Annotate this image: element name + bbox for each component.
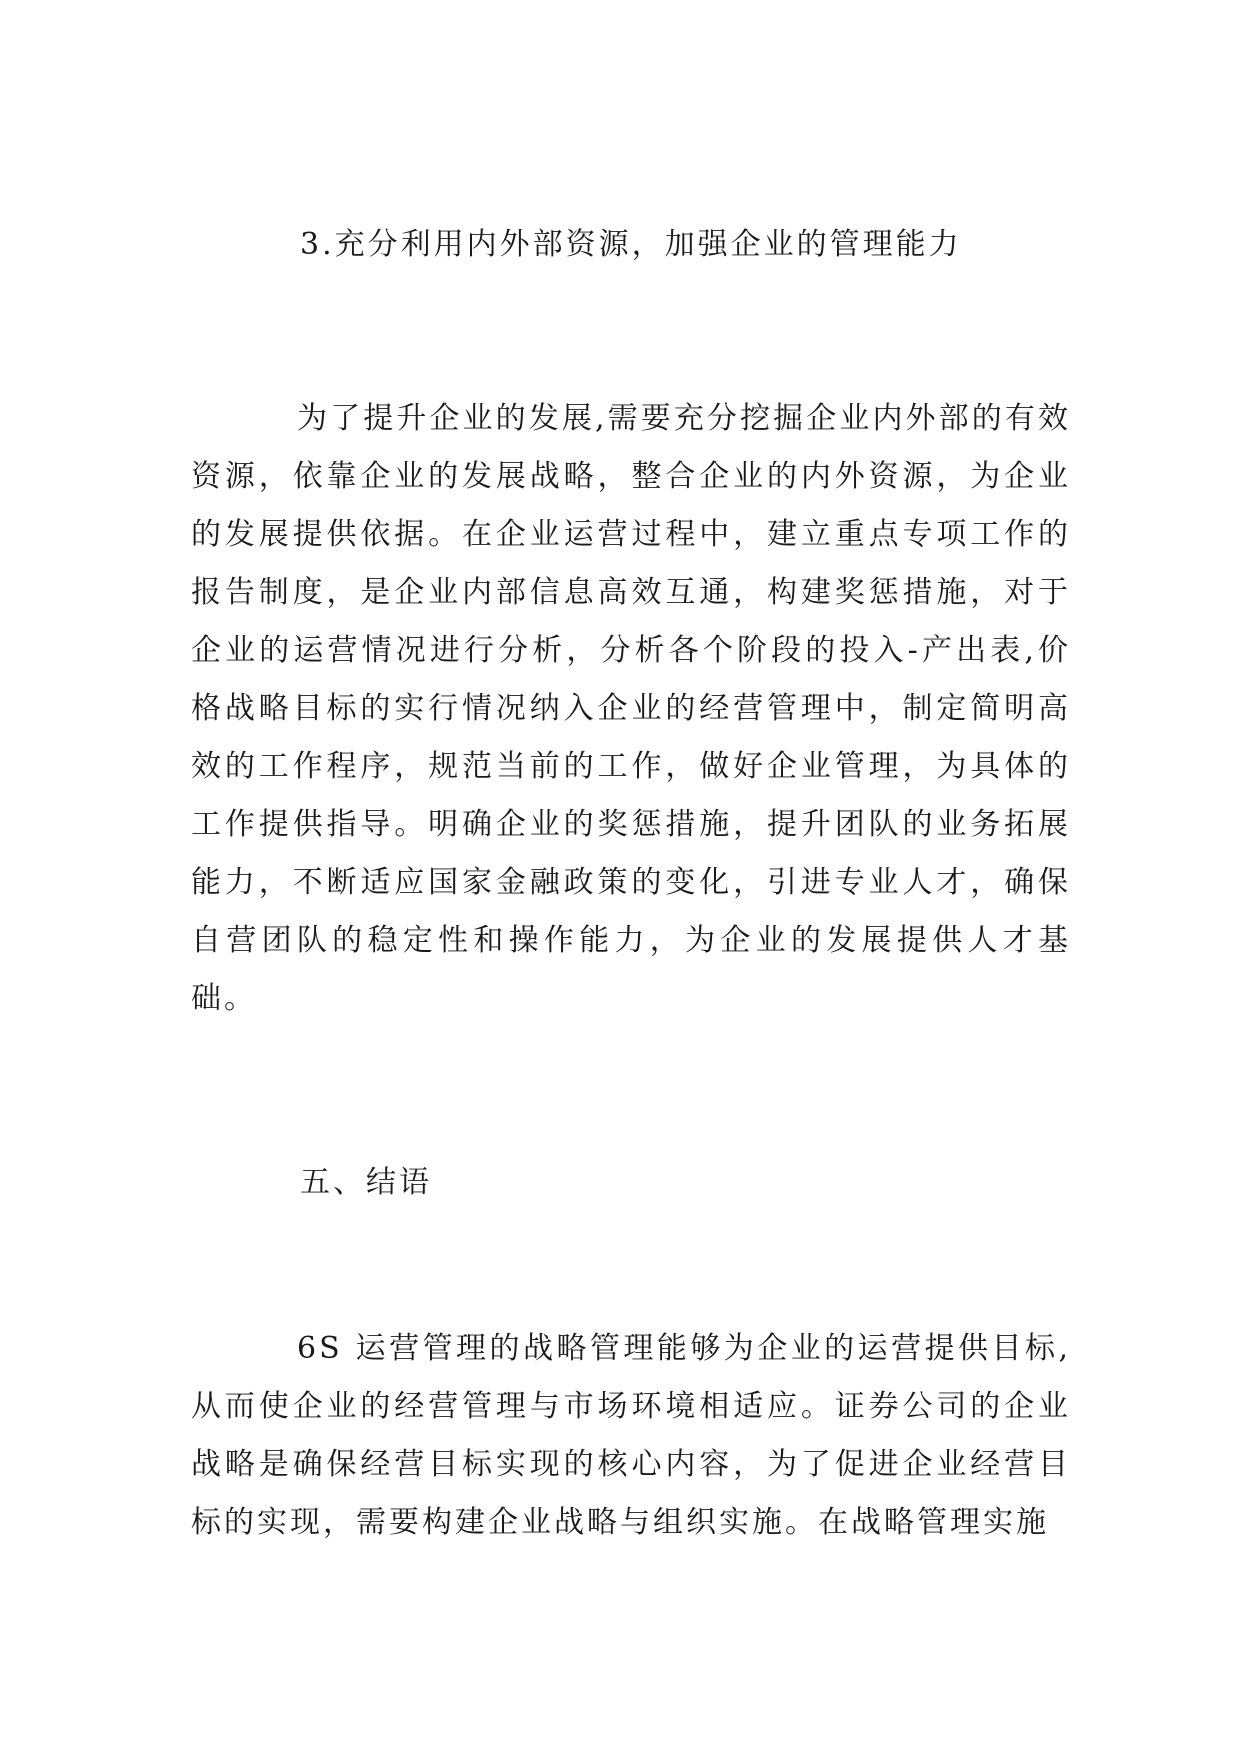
section-heading: 3.充分利用内外部资源，加强企业的管理能力 — [300, 227, 962, 262]
conclusion-heading: 五、结语 — [300, 1165, 432, 1200]
body-paragraph: 6S 运营管理的战略管理能够为企业的运营提供目标,从而使企业的经营管理与市场环境相适应。证券公司的企业战略是确保经营目标实现的核心内容，为了促进企业经营目标的实现，需要构建企业战略与组织实施。在战略管理实施 — [191, 1331, 1071, 1540]
body-paragraph: 为了提升企业的发展,需要充分挖掘企业内外部的有效资源，依靠企业的发展战略，整合企业的内外资源，为企业的发展提供依据。在企业运营过程中，建立重点专项工作的报告制度，是企业内部信息高效互通，构建奖惩措施，对于企业的运营情况进行分析，分析各个阶段的投入-产出表,价格战略目标的实行情况纳入企业的经营管理中，制定简明高效的工作程序，规范当前的工作，做好企业管理，为具体的工作提供指导。明确企业的奖惩措施，提升团队的业务拓展能力，不断适应国家金融政策的变化，引进专业人才，确保自营团队的稳定性和操作能力，为企业的发展提供人才基础。 — [191, 401, 1071, 1016]
